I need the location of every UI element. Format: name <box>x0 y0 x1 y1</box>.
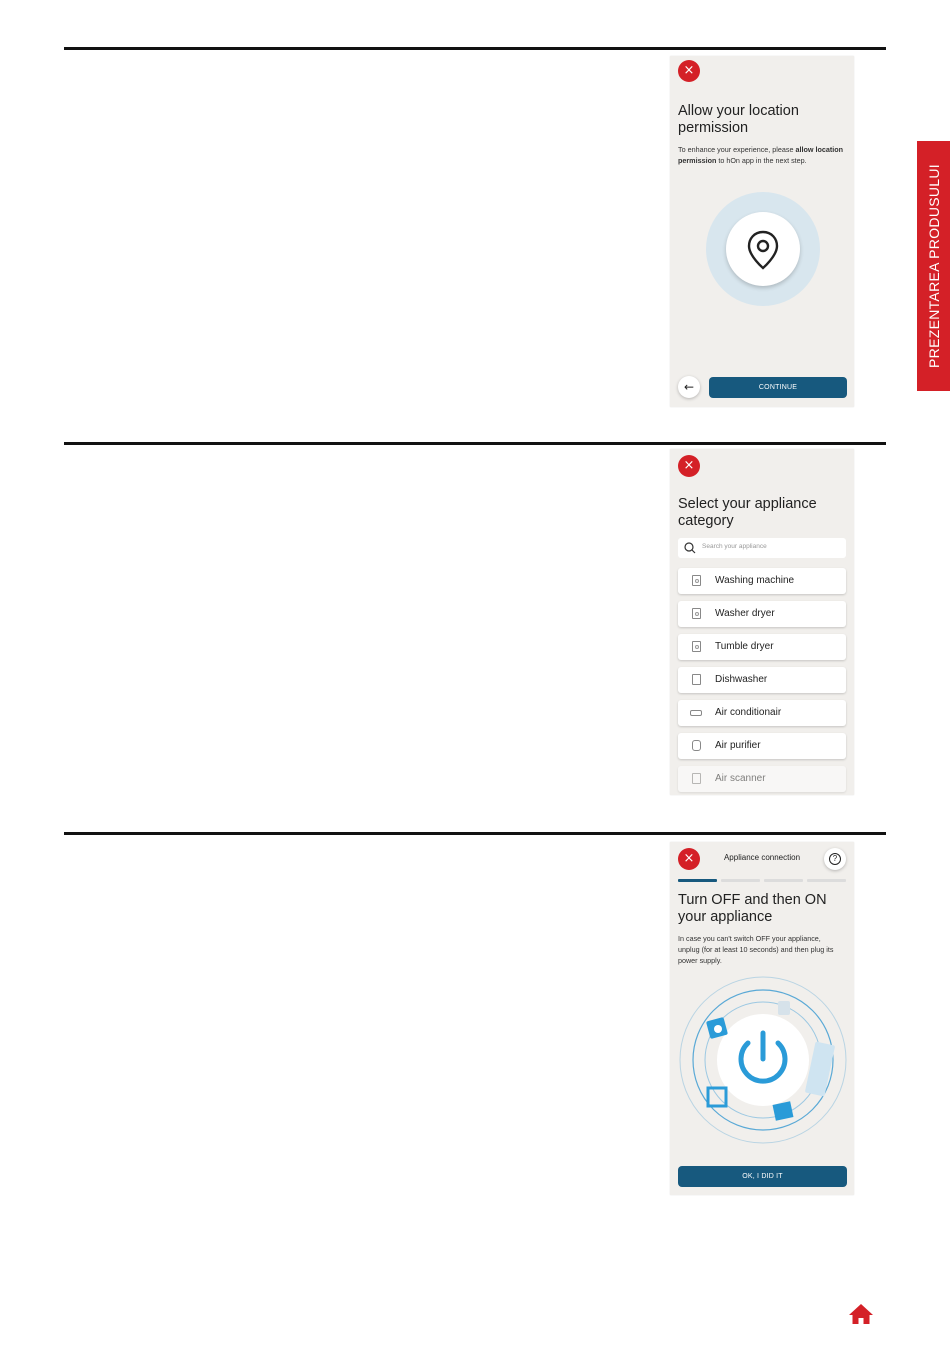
list-item-label: Washing machine <box>715 575 795 586</box>
description-text: In case you can't switch OFF your appliance, unplug (for at least 10 seconds) and then plug its power supply. <box>678 934 834 965</box>
location-illustration <box>706 192 820 306</box>
list-item[interactable] <box>678 568 846 594</box>
section-divider <box>64 442 886 445</box>
description-bold: allow location permission <box>678 145 844 165</box>
close-button[interactable]: × <box>678 60 700 82</box>
search-placeholder: Search your appliance <box>702 543 767 550</box>
ok-i-did-it-button[interactable]: OK, I DID IT <box>678 1166 847 1187</box>
list-item[interactable] <box>678 634 846 660</box>
progress-step <box>807 879 846 882</box>
section-tab-label: PREZENTAREA PRODUSULUI <box>925 164 942 368</box>
section-divider <box>64 832 886 835</box>
list-item-label: Dishwasher <box>715 674 768 685</box>
home-icon <box>848 1302 874 1326</box>
list-item-label: Washer dryer <box>715 608 775 619</box>
arrow-left-icon: ← <box>683 380 695 394</box>
appliance-connection-screen <box>670 842 854 1195</box>
location-pin-icon <box>726 212 800 286</box>
air-purifier-icon <box>692 740 701 751</box>
description-post: to hOn app in the next step. <box>716 156 807 165</box>
section-tab <box>917 141 950 391</box>
description-pre: To enhance your experience, please <box>678 145 796 154</box>
continue-button[interactable]: CONTINUE <box>709 377 847 398</box>
air-conditioner-icon <box>690 710 702 716</box>
help-icon: ? <box>829 853 841 865</box>
description-text <box>678 144 848 166</box>
list-item[interactable] <box>678 700 846 726</box>
washer-dryer-icon <box>692 608 701 619</box>
progress-step <box>678 879 717 882</box>
search-input[interactable] <box>678 538 846 558</box>
section-divider <box>64 47 886 50</box>
home-button[interactable] <box>848 1302 874 1326</box>
page-title: Select your appliance category <box>678 496 817 529</box>
page-title: Turn OFF and then ON your appliance <box>678 892 827 925</box>
air-scanner-icon <box>692 773 701 784</box>
tumble-dryer-icon <box>692 641 701 652</box>
washing-machine-icon <box>692 575 701 586</box>
progress-step <box>721 879 760 882</box>
search-icon <box>683 541 697 555</box>
page-title: Allow your location permission <box>678 103 799 136</box>
power-illustration <box>678 975 848 1145</box>
header-title: Appliance connection <box>723 853 801 862</box>
location-permission-screen <box>670 56 854 407</box>
dishwasher-icon <box>692 674 701 685</box>
back-button[interactable] <box>678 376 700 398</box>
appliance-category-screen <box>670 449 854 795</box>
list-item-label: Air purifier <box>715 740 761 751</box>
help-button[interactable] <box>824 848 846 870</box>
progress-step <box>764 879 803 882</box>
list-item[interactable] <box>678 766 846 792</box>
list-item[interactable] <box>678 733 846 759</box>
close-button[interactable]: × <box>678 455 700 477</box>
list-item-label: Air conditionair <box>715 707 782 718</box>
list-item[interactable] <box>678 667 846 693</box>
list-item[interactable] <box>678 601 846 627</box>
list-item-label: Tumble dryer <box>715 641 774 652</box>
close-button[interactable]: × <box>678 848 700 870</box>
list-item-label: Air scanner <box>715 773 766 784</box>
